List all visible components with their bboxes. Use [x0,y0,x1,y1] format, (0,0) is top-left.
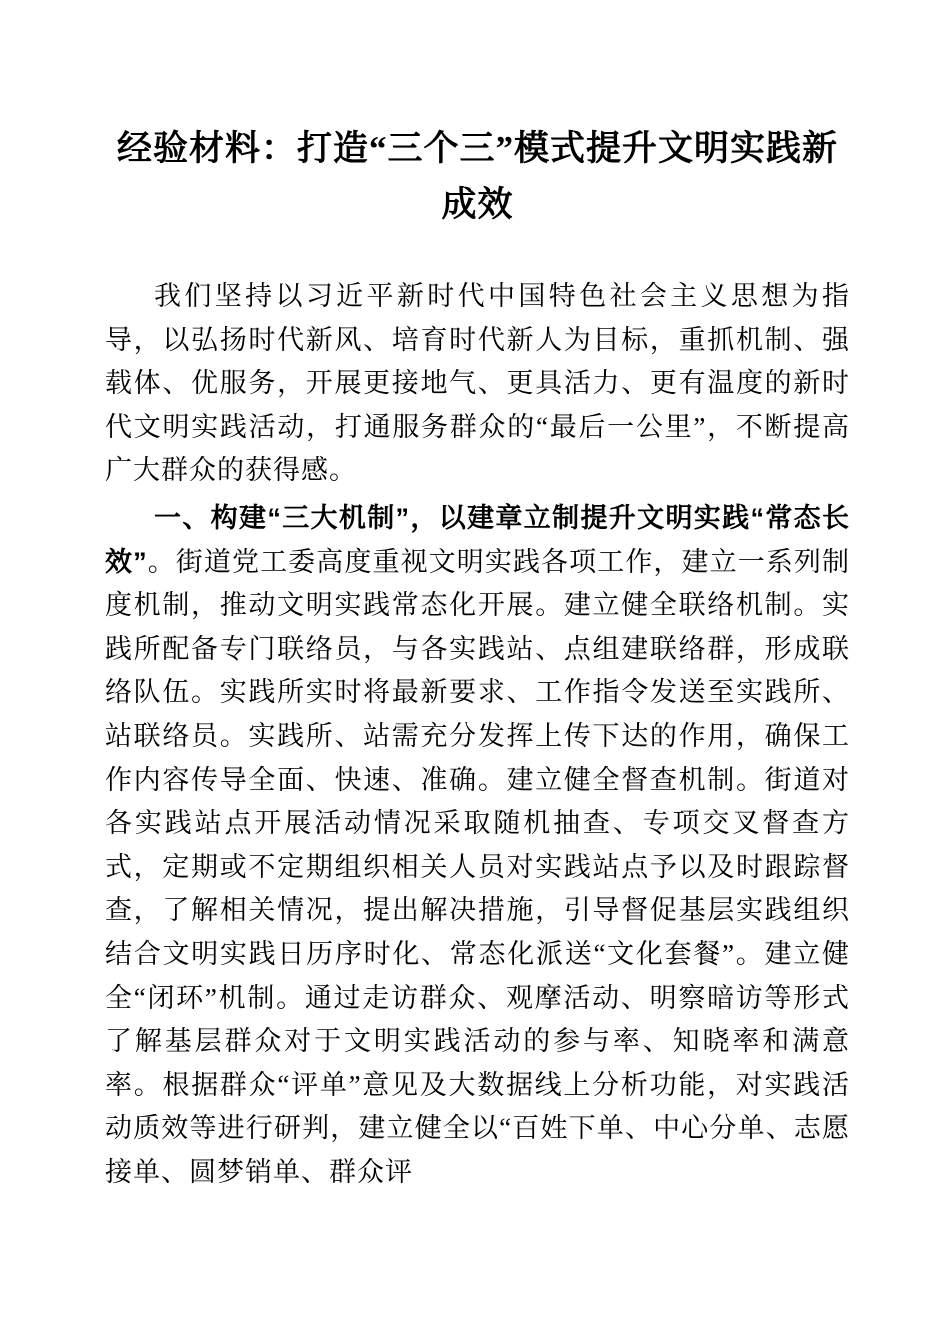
section-1-heading: 一、构建“三大机制”，以建章立制提升文明实践“常态长效” [105,502,850,577]
section-1-body-text: 。街道党工委高度重视文明实践各项工作，建立一系列制度机制，推动文明实践常态化开展。建立健全联络机制。实践所配备专门联络员，与各实践站、点组建联络群，形成联络队伍。实践所实时将最新要求、工作指令发送至实践所、站联络员。实践所、站需充分发挥上传下达的作用，确保工作内容传导全面、快速、准确。建立健全督查机制。街道对各实践站点开展活动情况采取随机抽查、专项交叉督查方式，定期或不定期组织相关人员对实践站点予以及时跟踪督查，了解相关情况，提出解决措施，引导督促基层实践组织结合文明实践日历序时化、常态化派送“文化套餐”。建立健全“闭环”机制。通过走访群众、观摩活动、明察暗访等形式了解基层群众对于文明实践活动的参与率、知晓率和满意率。根据群众“评单”意见及大数据线上分析功能，对实践活动质效等进行研判，建立健全以“百姓下单、中心分单、志愿接单、圆梦销单、群众评 [105,546,851,1187]
paragraph-intro: 我们坚持以习近平新时代中国特色社会主义思想为指导，以弘扬时代新风、培育时代新人为目标，重抓机制、强载体、优服务，开展更接地气、更具活力、更有温度的新时代文明实践活动，打通服务群众的“最后一公里”，不断提高广大群众的获得感。 [105,281,850,486]
document-title: 经验材料：打造“三个三”模式提升文明实践新成效 [116,129,838,224]
paragraph-section-1 [105,497,850,1195]
